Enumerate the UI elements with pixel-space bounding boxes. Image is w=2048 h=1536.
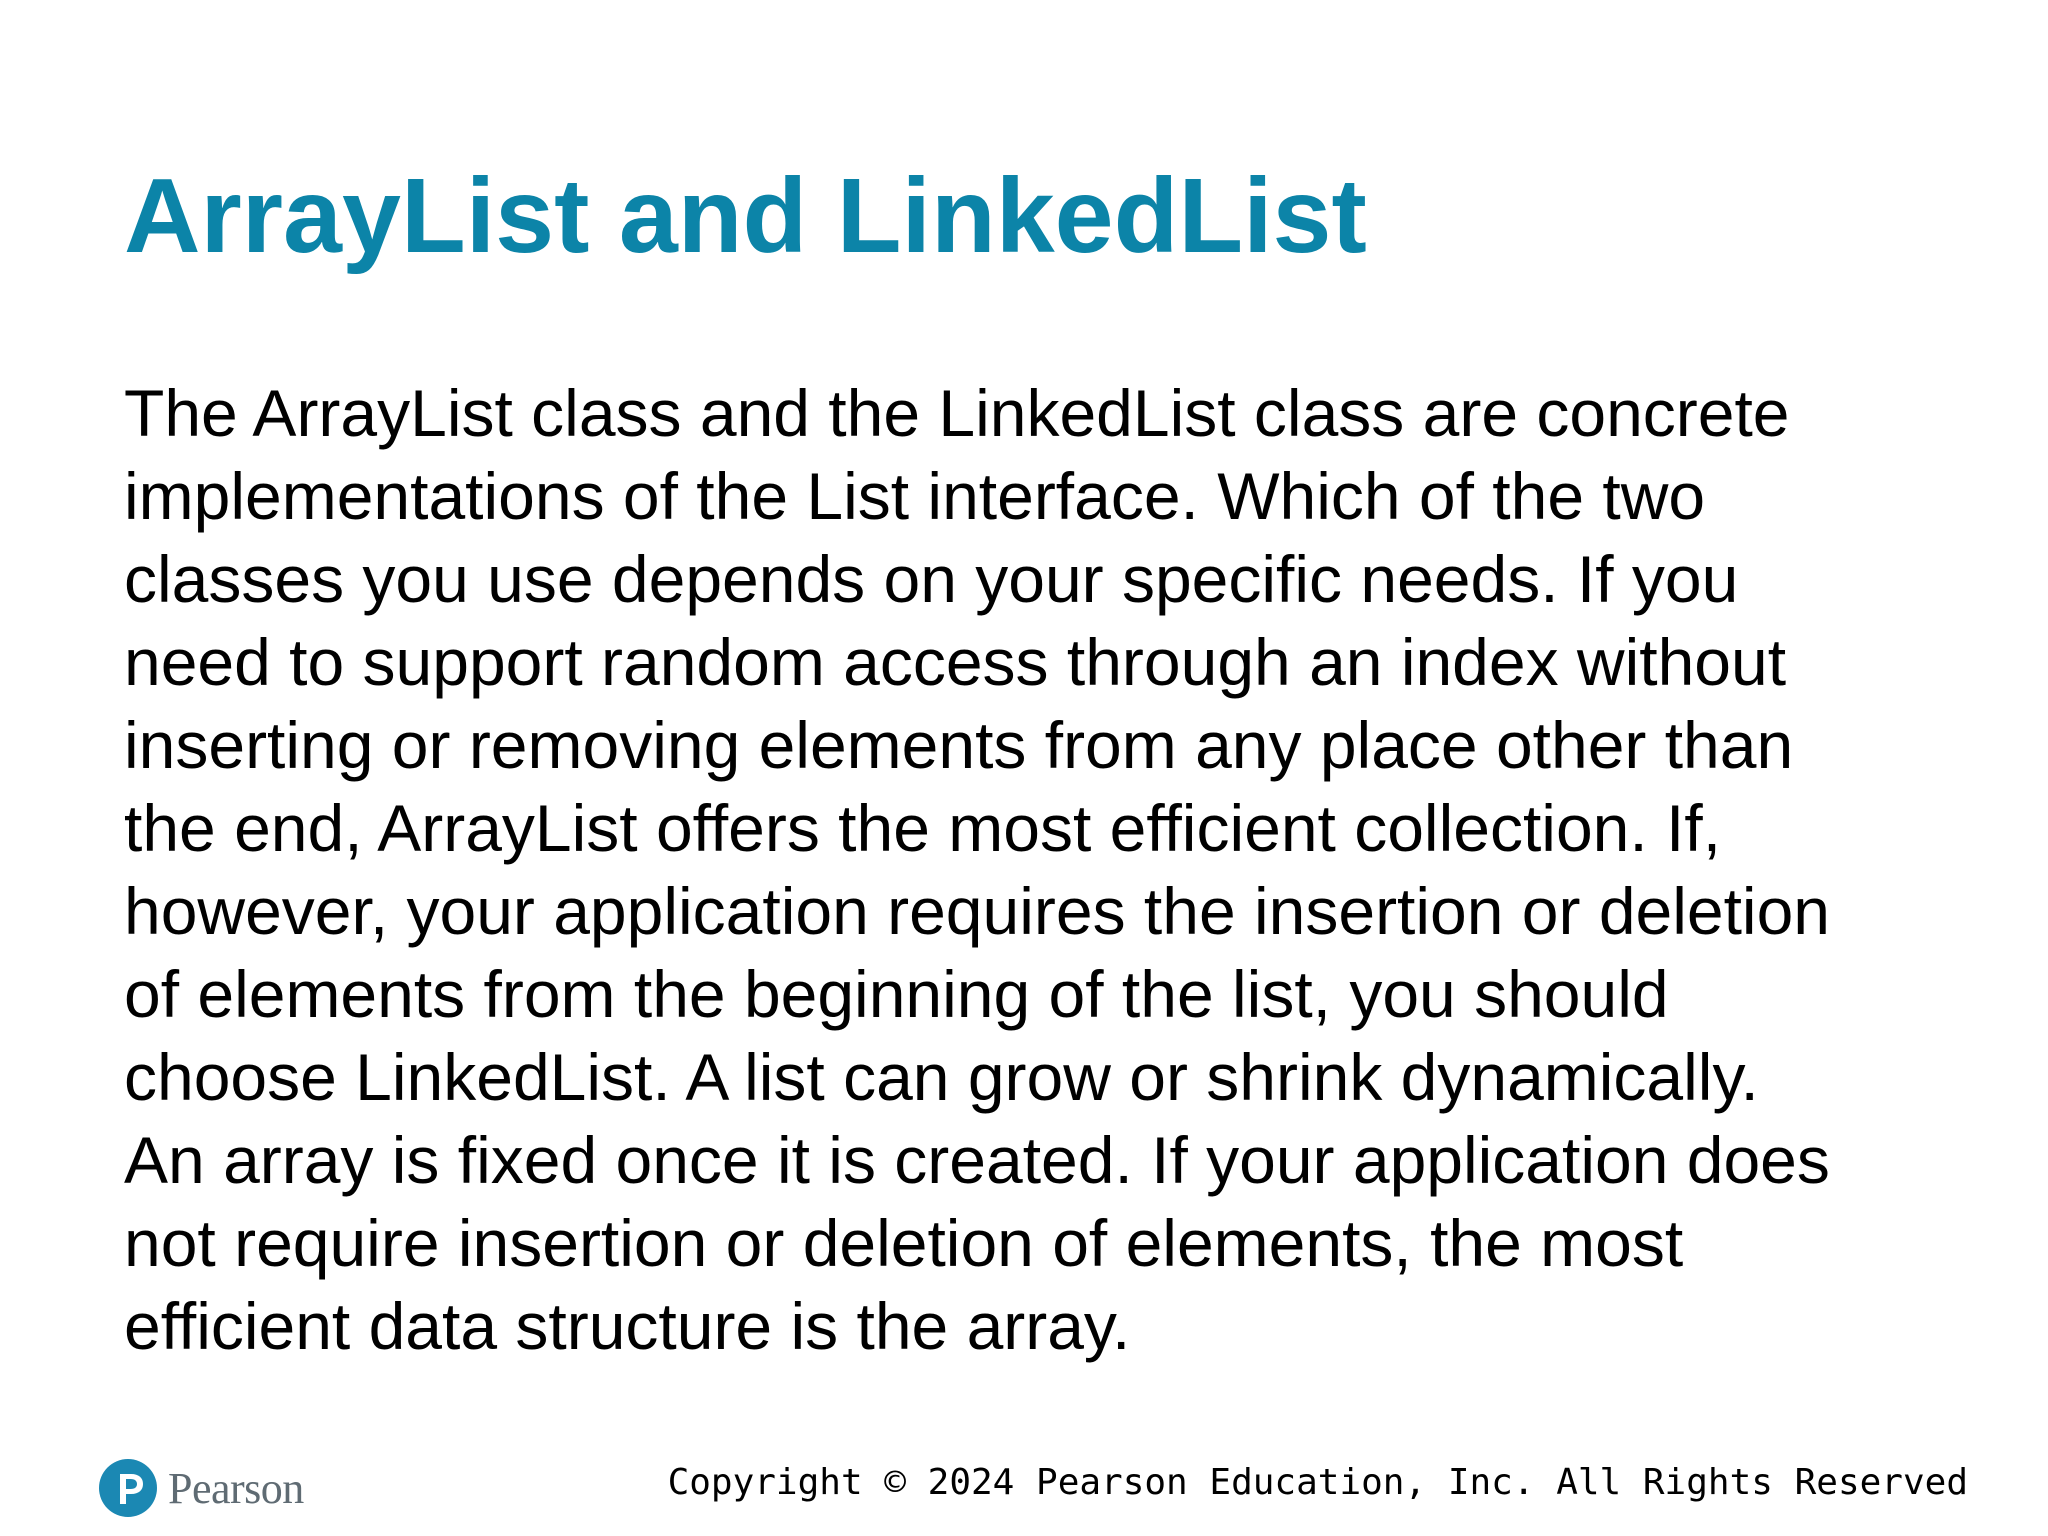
body-line: need to support random access through an index without (124, 625, 1787, 699)
body-line: classes you use depends on your specific needs. If you (124, 542, 1739, 616)
slide-body (124, 372, 2024, 1368)
pearson-wordmark: Pearson (168, 1463, 304, 1513)
body-line: the end, ArrayList offers the most efficient collection. If, (124, 791, 1722, 865)
body-line: The ArrayList class and the LinkedList class are concrete (124, 376, 1790, 450)
body-line: implementations of the List interface. Which of the two (124, 459, 1706, 533)
pearson-logo (98, 1452, 304, 1524)
slide-title: ArrayList and LinkedList (124, 157, 1367, 275)
body-line: not require insertion or deletion of elements, the most (124, 1206, 1684, 1280)
body-line: of elements from the beginning of the list, you should (124, 957, 1669, 1031)
body-line: however, your application requires the insertion or deletion (124, 874, 1831, 948)
body-line: An array is fixed once it is created. If your application does (124, 1123, 1830, 1197)
body-line: inserting or removing elements from any place other than (124, 708, 1794, 782)
body-line: efficient data structure is the array. (124, 1289, 1131, 1363)
body-line: choose LinkedList. A list can grow or shrink dynamically. (124, 1040, 1759, 1114)
copyright-notice: Copyright © 2024 Pearson Education, Inc. All Rights Reserved (667, 1462, 1968, 1503)
pearson-logo-icon (98, 1458, 158, 1518)
